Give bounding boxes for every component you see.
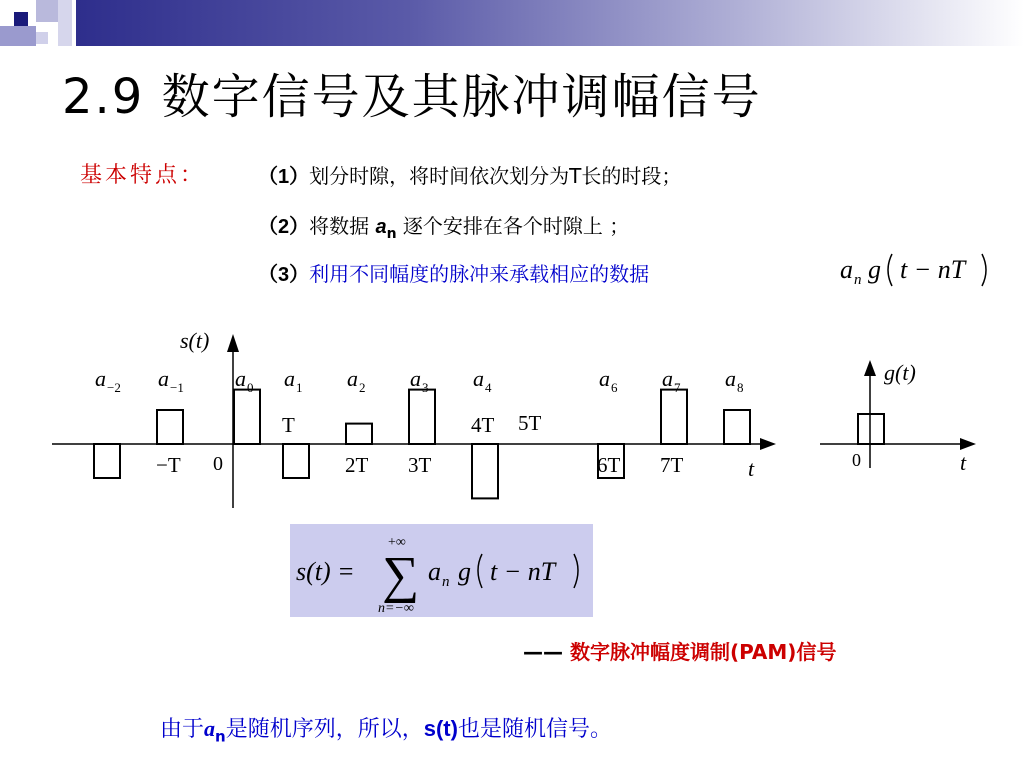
- g-origin-label: 0: [852, 450, 861, 470]
- pulse: [346, 424, 372, 444]
- pulse-label-subscript: −1: [170, 380, 184, 395]
- formula-right-paren: [574, 554, 578, 588]
- pulse: [94, 444, 120, 478]
- pulse-label: a: [347, 366, 358, 391]
- corner-square-light: [58, 0, 72, 46]
- corner-square-dark: [14, 12, 28, 26]
- pulse: [234, 390, 260, 444]
- pulse: [283, 444, 309, 478]
- features-label: 基本特点：: [80, 163, 206, 188]
- g-of-t-label: g(t): [884, 360, 916, 385]
- pulse-label: a: [235, 366, 246, 391]
- bottom-var: a: [204, 716, 216, 741]
- pulse-label: a: [158, 366, 169, 391]
- origin-label: 0: [213, 453, 223, 475]
- point-1: [258, 160, 681, 189]
- point-2-pre: 将数据: [309, 214, 376, 238]
- title-bar: [76, 0, 1024, 46]
- pulse-labels-group: [95, 366, 744, 395]
- pulse-label-subscript: −2: [107, 380, 121, 395]
- corner-square-light: [36, 0, 58, 22]
- time-tick-label: 4T: [471, 413, 495, 437]
- pulse-label-subscript: 0: [247, 380, 254, 395]
- time-tick-label: −T: [156, 453, 181, 477]
- pulse: [409, 390, 435, 444]
- pulse-label: a: [284, 366, 295, 391]
- point-3-expression: [834, 246, 1004, 292]
- pulse-label: a: [662, 366, 673, 391]
- time-tick-label: 7T: [660, 453, 684, 477]
- expr-n: n: [854, 272, 862, 288]
- pulse: [724, 410, 750, 444]
- time-tick-label: 6T: [597, 453, 621, 477]
- t-axis-label: t: [748, 456, 755, 481]
- expr-g: g: [868, 255, 881, 284]
- pulse-label-subscript: 3: [422, 380, 429, 395]
- sum-lower-limit: n=−∞: [378, 601, 414, 616]
- pulse-label: a: [95, 366, 106, 391]
- sum-symbol: ∑: [382, 547, 420, 604]
- time-axis-arrow: [760, 438, 776, 450]
- g-pulse: [858, 414, 884, 444]
- formula-g: g: [458, 557, 471, 586]
- pam-formula: [290, 524, 593, 617]
- bottom-sub: n: [215, 727, 226, 746]
- formula-lhs: s(t) =: [296, 557, 355, 586]
- pulse-label-subscript: 2: [359, 380, 366, 395]
- pulse: [472, 444, 498, 498]
- waveform-diagram: [40, 320, 780, 510]
- point-2-post: 逐个安排在各个时隙上 ；: [396, 214, 630, 238]
- sum-upper-limit: +∞: [388, 535, 406, 550]
- formula-n: n: [442, 574, 450, 590]
- left-paren: [888, 254, 892, 286]
- pulse-label-subscript: 8: [737, 380, 744, 395]
- time-tick-label: 3T: [408, 453, 432, 477]
- corner-square-small: [36, 32, 48, 44]
- page-title: 2.9 数字信号及其脉冲调幅信号: [62, 69, 762, 125]
- point-1-number: （1）: [258, 166, 310, 188]
- s-of-t-label: s(t): [180, 328, 210, 353]
- bottom-mid: 是随机序列，所以，: [225, 717, 424, 742]
- point-3: [258, 258, 649, 287]
- expr-a: a: [840, 255, 853, 284]
- pam-text: 数字脉冲幅度调制(PAM)信号: [569, 640, 837, 664]
- formula-left-paren: [478, 554, 482, 588]
- pulse-label-subscript: 6: [611, 380, 618, 395]
- formula-arg: t − nT: [490, 557, 556, 586]
- pulse-label-subscript: 7: [674, 380, 681, 395]
- expr-arg: t − nT: [900, 255, 966, 284]
- point-3-text: 利用不同幅度的脉冲来承载相应的数据: [309, 262, 650, 286]
- pulse-label: a: [725, 366, 736, 391]
- time-tick-label: 5T: [518, 411, 542, 435]
- pulse: [661, 390, 687, 444]
- point-2-sub: n: [386, 226, 397, 242]
- bottom-statement: [160, 712, 612, 745]
- pam-dash: ——: [523, 640, 570, 664]
- pam-caption: [523, 636, 836, 665]
- point-2: [258, 210, 629, 242]
- g-pulse-diagram: [812, 352, 992, 482]
- pulse-label-subscript: 4: [485, 380, 492, 395]
- amplitude-axis-arrow: [227, 334, 239, 352]
- pulse-label: a: [410, 366, 421, 391]
- point-1-text: 划分时隙，将时间依次划分为T长的时段；: [309, 164, 682, 188]
- point-3-number: （3）: [258, 264, 310, 286]
- bottom-pre: 由于: [160, 717, 205, 742]
- formula-box: [290, 524, 593, 617]
- point-2-var: a: [375, 216, 387, 238]
- g-time-axis-arrow: [960, 438, 976, 450]
- bottom-st: s(t): [423, 716, 458, 741]
- g-t-axis-label: t: [960, 450, 967, 475]
- point-2-number: （2）: [258, 216, 310, 238]
- right-paren: [982, 254, 986, 286]
- pulse: [157, 410, 183, 444]
- time-tick-label: T: [282, 413, 295, 437]
- pulse-label: a: [599, 366, 610, 391]
- g-amplitude-axis-arrow: [864, 360, 876, 376]
- time-tick-label: 2T: [345, 453, 369, 477]
- formula-a: a: [428, 557, 441, 586]
- pulse-label-subscript: 1: [296, 380, 303, 395]
- pulse-label: a: [473, 366, 484, 391]
- bottom-post: 也是随机信号。: [457, 717, 612, 742]
- corner-square-mid: [0, 26, 36, 46]
